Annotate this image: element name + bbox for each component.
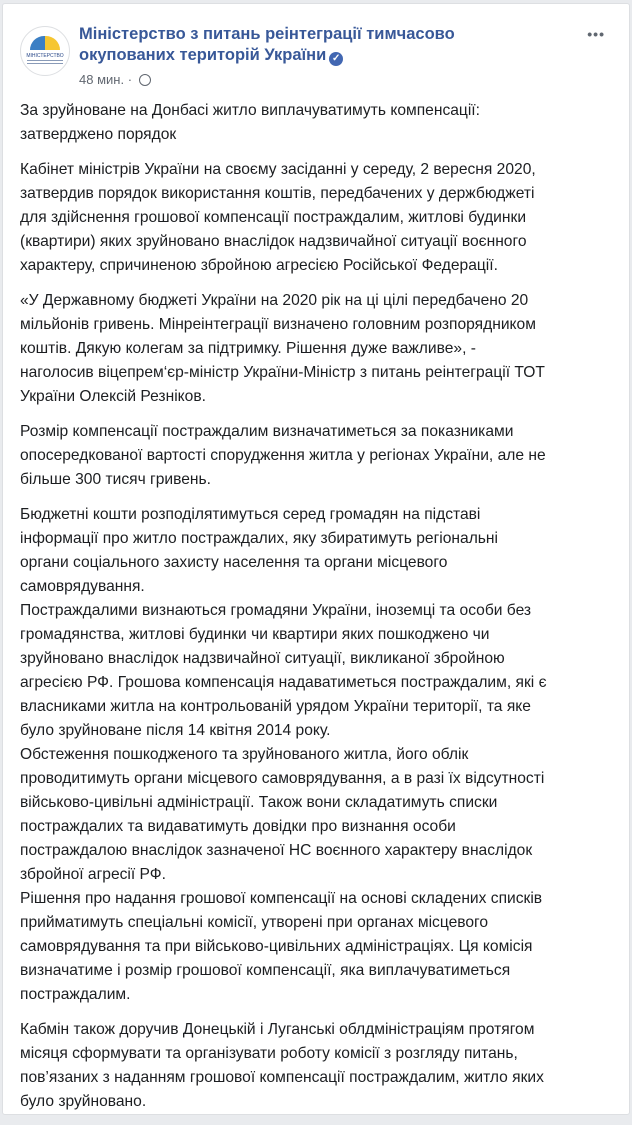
text-line: Бюджетні кошти розподілятимуться серед громадян на підставі bbox=[20, 506, 481, 523]
text-line: визначатиме і розмір грошової компенсації, яка виплачуватиметься bbox=[20, 962, 511, 979]
verified-badge-icon: ✓ bbox=[329, 52, 343, 66]
post-paragraph bbox=[20, 99, 620, 147]
post-paragraph bbox=[20, 1018, 620, 1114]
post-author[interactable] bbox=[79, 24, 549, 66]
post-paragraph bbox=[20, 420, 620, 492]
text-line: За зруйноване на Донбасі житло виплачуватимуть компенсації: bbox=[20, 102, 480, 119]
text-line: коштів. Дякую колегам за підтримку. Рішення дуже важливе», - bbox=[20, 340, 476, 357]
logo-arc-icon bbox=[30, 36, 60, 50]
text-line: наголосив віцепрем‘єр-міністр України-Міністр з питань реінтеграції ТОТ bbox=[20, 364, 545, 381]
text-line: військово-цивільні адміністрації. Також вони складатимуть списки bbox=[20, 794, 498, 811]
post-paragraph bbox=[20, 158, 620, 278]
text-line: пов’язаних з наданням грошової компенсації постраждалим, житло яких bbox=[20, 1069, 544, 1086]
avatar-logo-text: МІНІСТЕРСТВО bbox=[26, 53, 64, 59]
text-line: зруйновано внаслідок надзвичайної ситуації, викликаної збройною bbox=[20, 650, 505, 667]
text-line: України Олексій Резніков. bbox=[20, 388, 206, 405]
text-line: прийматимуть спеціальні комісії, утворені при органах місцевого bbox=[20, 914, 489, 931]
post-time[interactable]: 48 мин. bbox=[79, 72, 125, 87]
text-line: Кабінет міністрів України на своєму засіданні у середу, 2 вересня 2020, bbox=[20, 161, 536, 178]
text-line: постраждалих та видаватимуть довідки про визнання особи bbox=[20, 818, 456, 835]
text-line: збройної агресії РФ. bbox=[20, 866, 166, 883]
text-line: проводитимуть органи місцевого самоврядування, а в разі їх відсутності bbox=[20, 770, 545, 787]
text-line: Кабмін також доручив Донецькій і Луганські облдміністраціям протягом bbox=[20, 1021, 535, 1038]
text-line: місяця сформувати та організувати роботу комісії з розгляду питань, bbox=[20, 1045, 518, 1062]
text-line: самоврядування. bbox=[20, 578, 145, 595]
text-line: затверджено порядок bbox=[20, 126, 177, 143]
post-card bbox=[2, 3, 630, 1115]
text-line: (квартири) яких зруйновано внаслідок надзвичайної ситуації воєнного bbox=[20, 233, 527, 250]
text-line: Обстеження пошкодженого та зруйнованого житла, його облік bbox=[20, 746, 469, 763]
text-line: органи соціального захисту населення та органи місцевого bbox=[20, 554, 448, 571]
text-line: агресією РФ. Грошова компенсація надаватиметься постраждалим, які є bbox=[20, 674, 547, 691]
text-line: власниками житла на контрольованій урядом України території, та яке bbox=[20, 698, 531, 715]
text-line: мільйонів гривень. Мінреінтеграції визначено головним розпорядником bbox=[20, 316, 536, 333]
text-line: характеру, спричиненою збройною агресією Російської Федерації. bbox=[20, 257, 498, 274]
text-line: постраждалою внаслідок зазначеної НС воєнного характеру внаслідок bbox=[20, 842, 533, 859]
text-line: Рішення про надання грошової компенсації на основі складених списків bbox=[20, 890, 543, 907]
post-meta bbox=[79, 72, 151, 87]
globe-icon[interactable] bbox=[139, 74, 151, 86]
text-line: Постраждалими визнаються громадяни України, іноземці та особи без bbox=[20, 602, 532, 619]
text-line: було зруйноване після 14 квітня 2014 року. bbox=[20, 722, 331, 739]
logo-line bbox=[27, 60, 63, 61]
text-line: опосередкованої вартості спорудження житла у регіонах України, але не bbox=[20, 447, 546, 464]
text-line: «У Державному бюджеті України на 2020 рік на ці цілі передбачено 20 bbox=[20, 292, 529, 309]
page-avatar[interactable] bbox=[20, 26, 70, 76]
logo-line bbox=[27, 63, 63, 64]
text-line: громадянства, житлові будинки чи квартири яких пошкоджено чи bbox=[20, 626, 490, 643]
text-line: Розмір компенсації постраждалим визначатиметься за показниками bbox=[20, 423, 514, 440]
meta-separator: · bbox=[127, 72, 133, 87]
text-line: для здійснення грошової компенсації постраждалим, житлові будинки bbox=[20, 209, 527, 226]
text-line: було зруйновано. bbox=[20, 1093, 147, 1110]
post-paragraph bbox=[20, 289, 620, 409]
author-name[interactable]: Міністерство з питань реінтеграції тимчасово окупованих територій України bbox=[79, 25, 455, 64]
text-line: постраждалим. bbox=[20, 986, 131, 1003]
text-line: більше 300 тисяч гривень. bbox=[20, 471, 211, 488]
more-options-icon[interactable]: ••• bbox=[587, 26, 605, 42]
post-text bbox=[20, 99, 620, 1125]
post-paragraph bbox=[20, 503, 620, 1007]
text-line: самоврядування та при військово-цивільних адміністраціях. Ця комісія bbox=[20, 938, 533, 955]
text-line: інформації про житло постраждалих, яку збиратимуть регіональні bbox=[20, 530, 499, 547]
text-line: затвердив порядок використання коштів, передбачених у держбюджеті bbox=[20, 185, 535, 202]
